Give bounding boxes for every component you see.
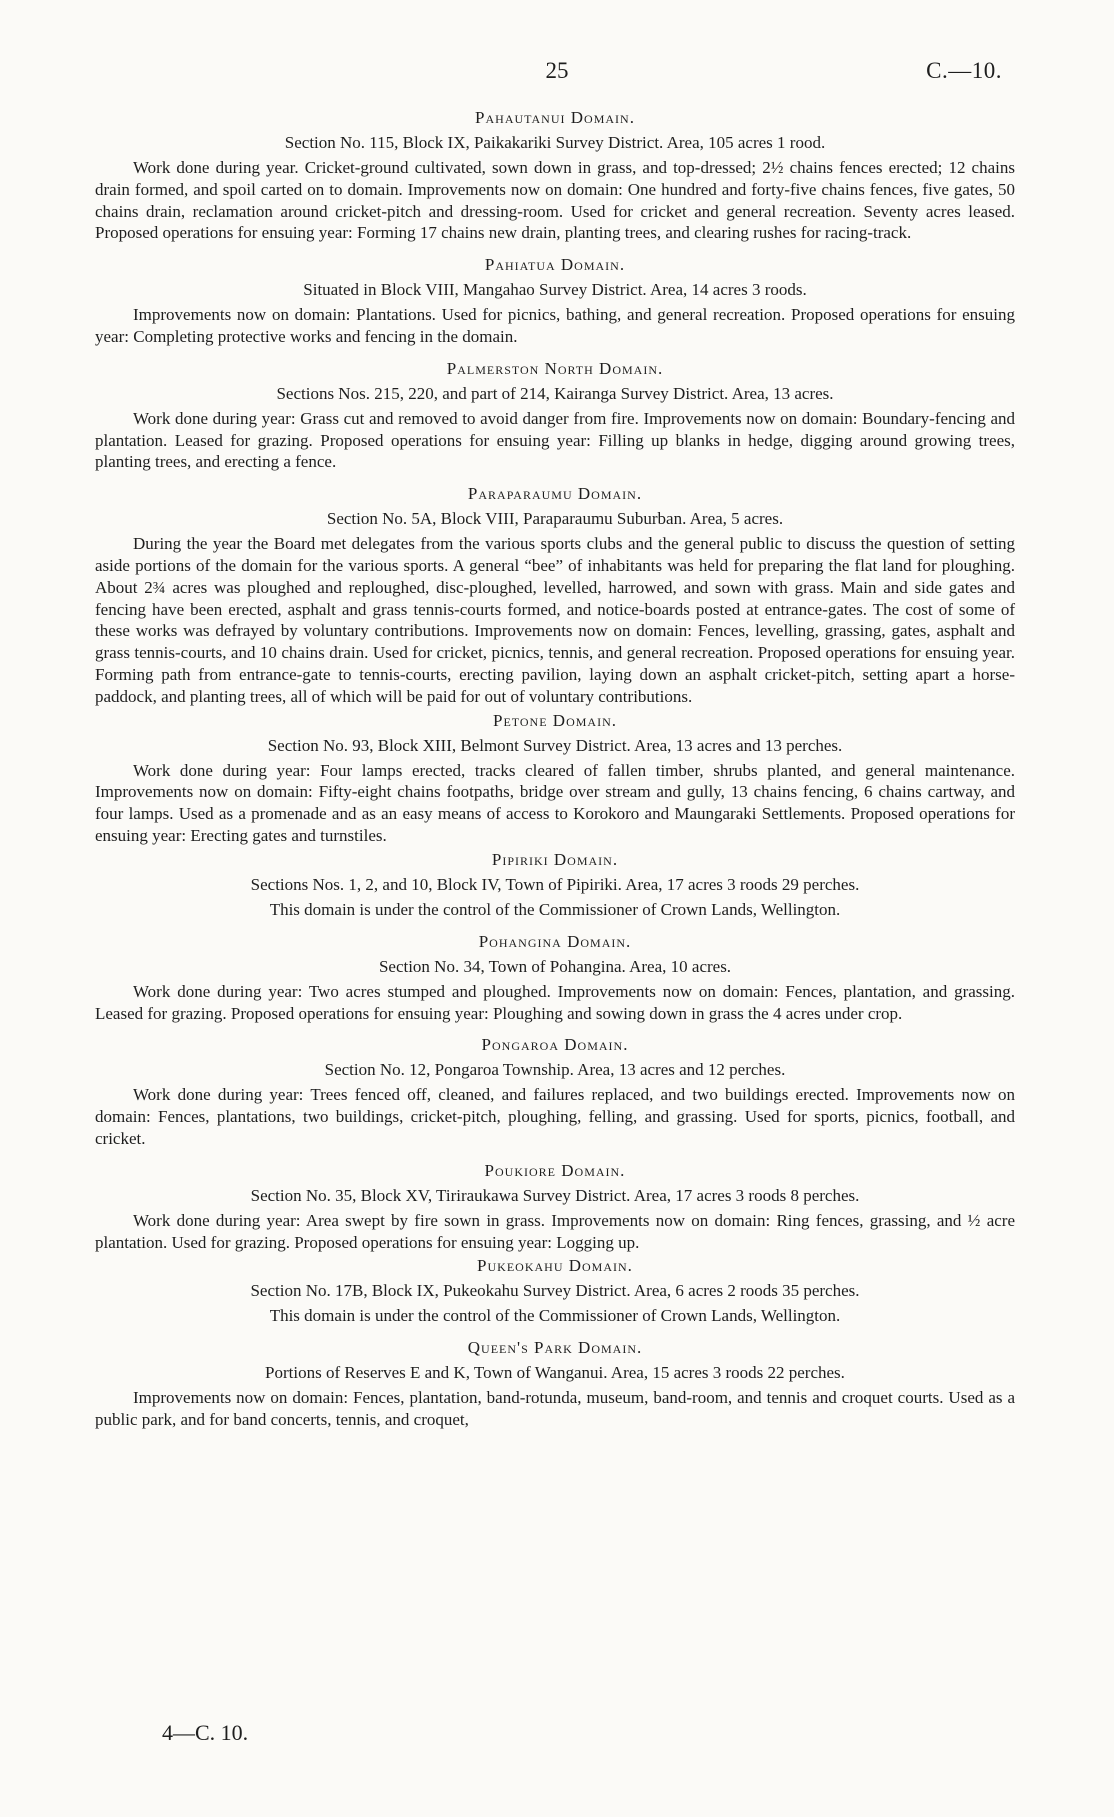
section-heading: Pongaroa Domain. — [481, 1035, 629, 1055]
section-heading: Palmerston North Domain. — [446, 358, 664, 378]
section-pukeokahu — [95, 1256, 1015, 1327]
section-subheading: Section No. 5A, Block VIII, Paraparaumu Suburban. Area, 5 acres. — [326, 509, 784, 529]
document-body — [95, 108, 1015, 1442]
section-subheading: Section No. 12, Pongaroa Township. Area, 13 acres and 12 perches. — [324, 1060, 786, 1080]
section-heading: Pahautanui Domain. — [475, 108, 635, 127]
section-body: Work done during year. Cricket-ground cultivated, sown down in grass, and top-dressed; 2½ chains fences erected; 12 chains drain formed, and spoil carted on to domain. Improvements now on domain: One hundred and forty-five chains fences, five gates, 50 chains drain, reclamation around cricket-pitch and dressing-room. Used for cricket and general recreation. Seventy acres leased. Proposed operations for ensuing year: Forming 17 chains new drain, planting trees, and clearing rushes for racing-track. — [95, 158, 1015, 243]
section-heading: Pahiatua Domain. — [484, 255, 626, 275]
section-subheading: Section No. 17B, Block IX, Pukeokahu Survey District. Area, 6 acres 2 roods 35 perches. — [250, 1281, 860, 1301]
section-body: Work done during year: Area swept by fire sown in grass. Improvements now on domain: Ring fences, grassing, and ½ acre plantation. Used for grazing. Proposed operations for ensuing year: Logging up. — [95, 1210, 1015, 1252]
document-reference: C.—10. — [926, 58, 1002, 83]
section-queens-park — [95, 1338, 1015, 1431]
section-heading: Paraparaumu Domain. — [467, 484, 643, 504]
section-body: Work done during year: Grass cut and removed to avoid danger from fire. Improvements now on domain: Boundary-fencing and plantation. Leased for grazing. Proposed operations for ensuing year: Filling up blanks in hedge, digging around growing trees, planting trees, and erecting a fence. — [95, 408, 1015, 472]
section-pohangina — [95, 932, 1015, 1025]
section-heading: Pukeokahu Domain. — [477, 1256, 633, 1276]
section-heading: Petone Domain. — [492, 710, 617, 730]
section-body: Improvements now on domain: Fences, plantation, band-rotunda, museum, band-room, and tennis and croquet courts. Used as a public park, and for band concerts, tennis, and croquet, — [95, 1388, 1015, 1430]
section-subheading: Sections Nos. 1, 2, and 10, Block IV, Town of Pipiriki. Area, 17 acres 3 roods 29 perches. — [250, 874, 860, 894]
printer-signature: 4—C. 10. — [162, 1720, 249, 1745]
section-pipiriki — [95, 850, 1015, 921]
section-note: This domain is under the control of the Commissioner of Crown Lands, Wellington. — [269, 1306, 841, 1326]
section-subheading: Section No. 115, Block IX, Paikakariki Survey District. Area, 105 acres 1 rood. — [284, 133, 826, 152]
page-number: 25 — [545, 58, 569, 83]
section-body: Work done during year: Trees fenced off, cleaned, and failures replaced, and two buildings erected. Improvements now on domain: Fences, plantations, two buildings, cricket-pitch, ploughing, felling, and grassing. Used for sports, picnics, football, and cricket. — [95, 1085, 1015, 1148]
section-note: This domain is under the control of the Commissioner of Crown Lands, Wellington. — [269, 899, 841, 919]
section-heading: Poukiore Domain. — [484, 1160, 626, 1180]
section-heading: Pipiriki Domain. — [491, 849, 619, 869]
section-subheading: Section No. 34, Town of Pohangina. Area, 10 acres. — [378, 956, 732, 976]
section-body: Work done during year: Two acres stumped and ploughed. Improvements now on domain: Fences, plantation, and grassing. Leased for grazing. Proposed operations for ensuing year: Ploughing and sowing down in grass the 4 acres under crop. — [95, 981, 1015, 1023]
section-pahautanui — [95, 108, 1015, 244]
section-body: Work done during year: Four lamps erected, tracks cleared of fallen timber, shrubs planted, and general maintenance. Improvements now on domain: Fifty-eight chains footpaths, bridge over stream and gully, 13 chains fencing, 6 chains cartway, and four lamps. Used as a promenade and as an easy means of access to Korokoro and Maungaraki Settlements. Proposed operations for ensuing year: Erecting gates and turnstiles. — [95, 760, 1015, 845]
section-body: Improvements now on domain: Plantations. Used for picnics, bathing, and general recreation. Proposed operations for ensuing year: Completing protective works and fencing in the domain. — [95, 305, 1015, 346]
section-subheading: Sections Nos. 215, 220, and part of 214, Kairanga Survey District. Area, 13 acres. — [276, 383, 834, 403]
section-subheading: Section No. 93, Block XIII, Belmont Survey District. Area, 13 acres and 13 perches. — [267, 735, 843, 755]
section-pahiatua — [95, 255, 1015, 348]
section-subheading: Section No. 35, Block XV, Tiriraukawa Survey District. Area, 17 acres 3 roods 8 perches. — [250, 1185, 860, 1205]
section-subheading: Situated in Block VIII, Mangahao Survey District. Area, 14 acres 3 roods. — [303, 280, 807, 300]
section-poukiore — [95, 1161, 1015, 1254]
section-pongaroa — [95, 1035, 1015, 1149]
section-subheading: Portions of Reserves E and K, Town of Wanganui. Area, 15 acres 3 roods 22 perches. — [265, 1363, 845, 1383]
section-paraparaumu — [95, 484, 1015, 707]
section-body: During the year the Board met delegates from the various sports clubs and the general public to discuss the question of setting aside portions of the domain for the various sports. A general “bee” of inhabitants was held for preparing the flat land for ploughing. About 2¾ acres was ploughed and reploughed, disc-ploughed, levelled, harrowed, and sown with grass. Main and side gates and fencing have been erected, asphalt and grass tennis-courts formed, and notice-boards posted at entrance-gates. The cost of some of these works was defrayed by voluntary contributions. Improvements now on domain: Fences, levelling, grassing, gates, asphalt and grass tennis-courts, and 10 chains drain. Used for cricket, picnics, tennis, and general recreation. Proposed operations for ensuing year. Forming path from entrance-gate to tennis-courts, erecting pavilion, laying down an asphalt cricket-pitch, setting apart a horse-paddock, and planting trees, all of which will be paid for out of voluntary contributions. — [95, 534, 1015, 706]
section-heading: Queen's Park Domain. — [467, 1338, 643, 1358]
section-palmerston-north — [95, 359, 1015, 473]
section-petone — [95, 711, 1015, 847]
section-heading: Pohangina Domain. — [478, 931, 632, 951]
